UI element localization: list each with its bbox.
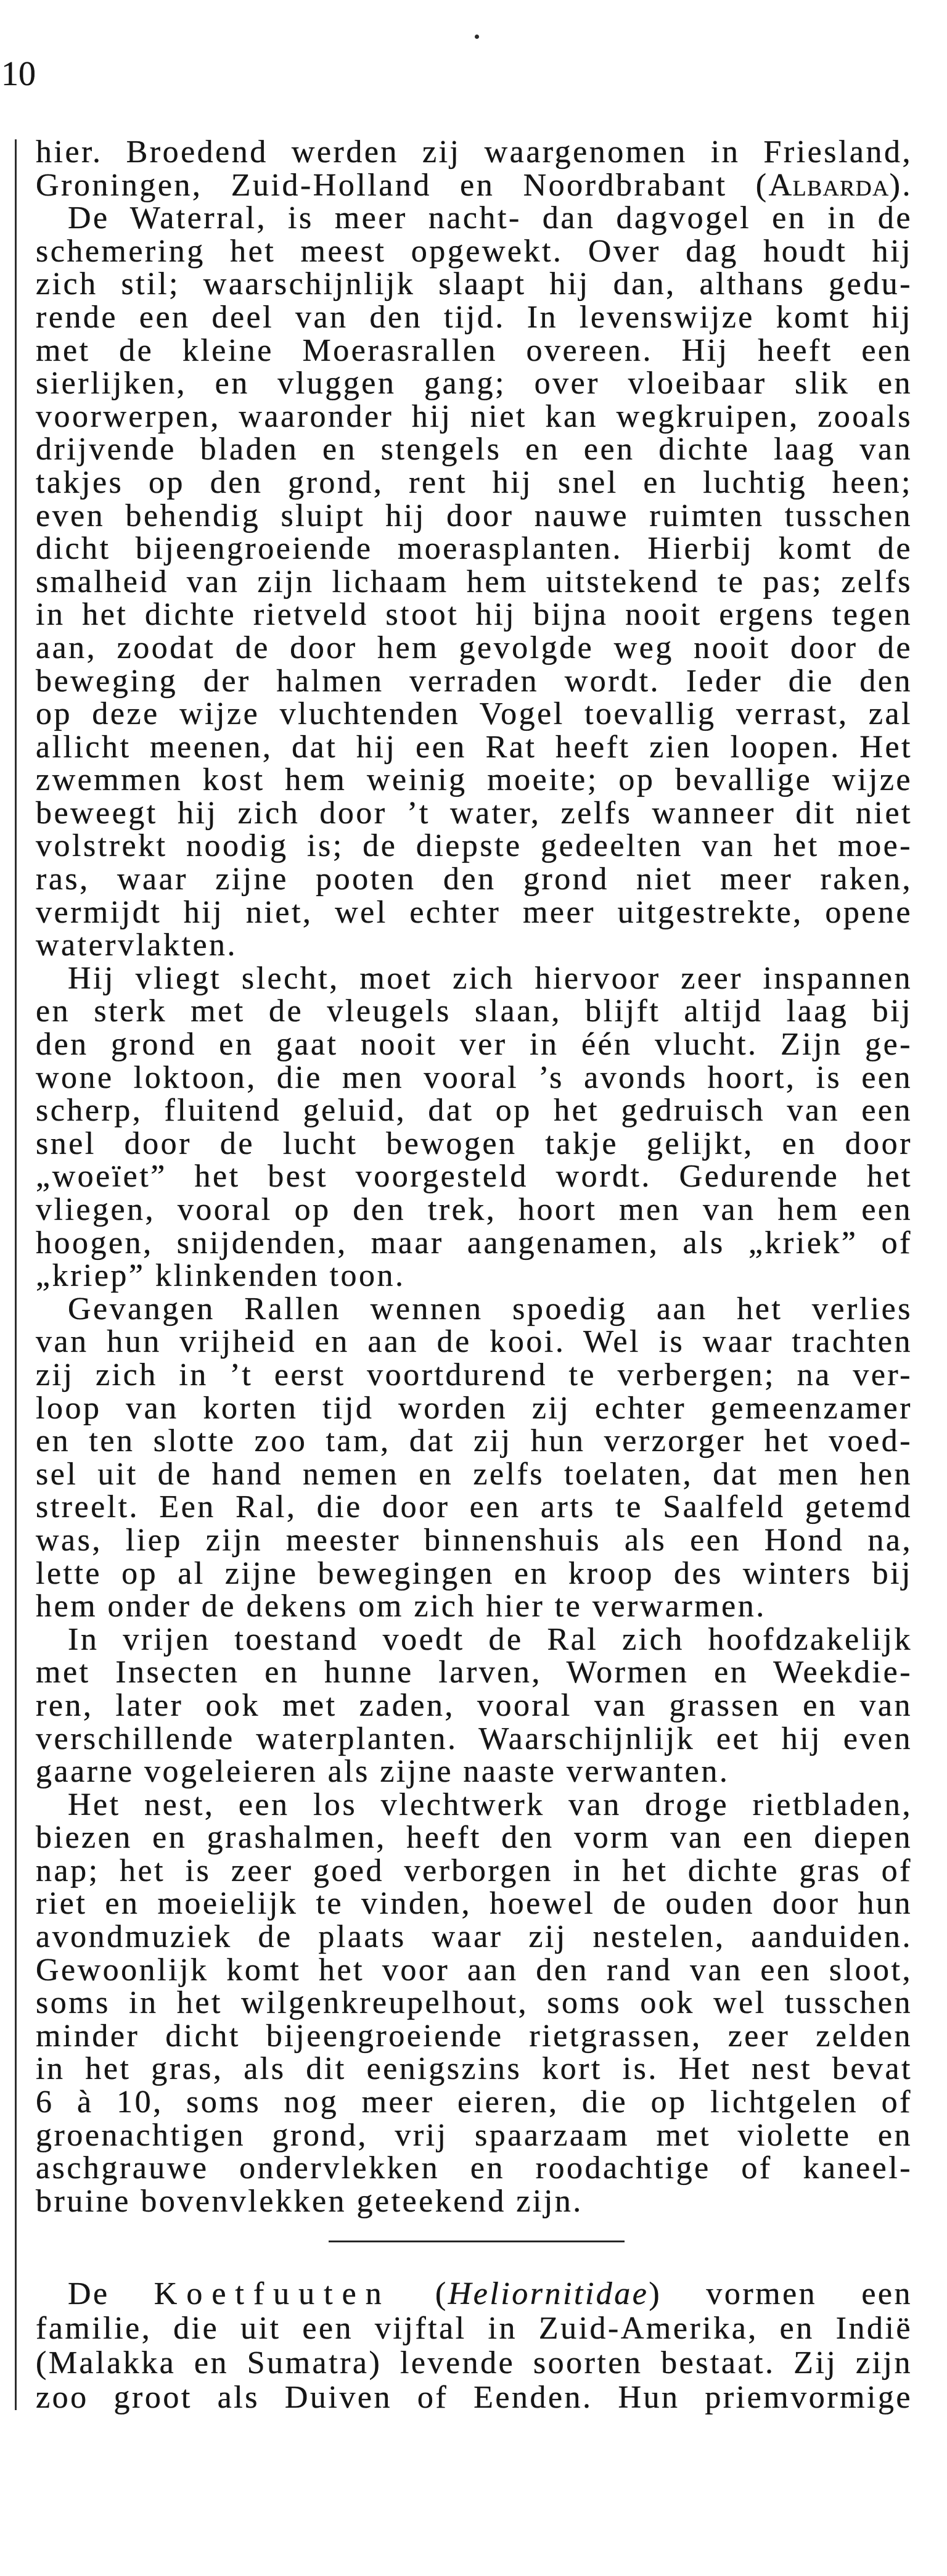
paragraph	[36, 1623, 912, 1788]
text-line: dicht bijeengroeiende moerasplanten. Hierbij komt de	[36, 531, 912, 567]
text-run: ).	[889, 167, 912, 203]
text-line: soms in het wilgenkreupelhout, soms ook wel tusschen	[36, 1985, 912, 2021]
text-line: „kriep” klinkenden toon.	[36, 1258, 406, 1294]
text-line: in het gras, als dit eenigszins kort is. Het nest bevat	[36, 2051, 912, 2087]
text-line: Gevangen Rallen wennen spoedig aan het verlies	[68, 1291, 912, 1327]
paragraph	[36, 962, 912, 1293]
text-line: zoo groot als Duiven of Eenden. Hun priemvormige	[36, 2380, 912, 2415]
text-line: gaarne vogeleieren als zijne naaste verwanten.	[36, 1754, 730, 1790]
paragraph	[36, 136, 912, 202]
text-line: en sterk met de vleugels slaan, blijft altijd laag bij	[36, 994, 912, 1029]
text-run: De	[68, 2276, 154, 2311]
scan-speck	[475, 35, 479, 39]
section-koetfuuten	[36, 2277, 912, 2415]
text-line: biezen en grashalmen, heeft den vorm van een diepen	[36, 1820, 912, 1856]
text-line: verschillende waterplanten. Waarschijnlijk eet hij even	[36, 1721, 912, 1756]
text-line: drijvende bladen en stengels en een dichte laag van	[36, 432, 912, 467]
paragraph	[36, 1788, 912, 2218]
text-line: rende een deel van den tijd. In levenswijze komt hij	[36, 299, 912, 335]
text-line: met Insecten en hunne larven, Wormen en Weekdie-	[36, 1655, 912, 1690]
text-line: watervlakten.	[36, 928, 238, 963]
text-line	[36, 169, 912, 202]
text-line: In vrijen toestand voedt de Ral zich hoofdzakelijk	[68, 1621, 912, 1657]
text-line: vliegen, vooral op den trek, hoort men van hem een	[36, 1192, 912, 1227]
text-line: even behendig sluipt hij door nauwe ruimten tusschen	[36, 498, 912, 533]
text-line: Het nest, een los vlechtwerk van droge rietbladen,	[68, 1787, 912, 1822]
text-line: Gewoonlijk komt het voor aan den rand van een sloot,	[36, 1952, 912, 1988]
text-line: in het dichte rietveld stoot hij bijna nooit ergens tegen	[36, 597, 912, 633]
text-line: zwemmen kost hem weinig moeite; op bevallige wijze	[36, 762, 912, 798]
text-line: nap; het is zeer goed verborgen in het dichte gras of	[36, 1853, 912, 1888]
text-line: De Waterral, is meer nacht- dan dagvogel en in de	[68, 200, 912, 236]
text-line: wone loktoon, die men vooral ’s avonds hoort, is een	[36, 1060, 912, 1095]
text-line: sierlijken, en vluggen gang; over vloeibaar slik en	[36, 366, 912, 401]
text-run: (	[390, 2276, 448, 2311]
scientific-name: Heliornitidae	[448, 2276, 649, 2311]
text-line: aan, zoodat de door hem gevolgde weg nooit door de	[36, 630, 912, 665]
text-line: ras, waar zijne pooten den grond niet meer raken,	[36, 862, 912, 897]
text-line: lette op al zijne bewegingen en kroop des winters bij	[36, 1555, 912, 1591]
text-line: 6 à 10, soms nog meer eieren, die op lichtgelen of	[36, 2084, 912, 2120]
text-line: snel door de lucht bewogen takje gelijkt, en door	[36, 1125, 912, 1161]
text-line: streelt. Een Ral, die door een arts te Saalfeld getemd	[36, 1489, 912, 1525]
text-line: avondmuziek de plaats waar zij nestelen, aanduiden.	[36, 1919, 912, 1955]
text-line: ren, later ook met zaden, vooral van grassen en van	[36, 1687, 912, 1723]
text-line: familie, die uit een vijftal in Zuid-Amerika, en Indië	[36, 2311, 912, 2346]
text-line: takjes op den grond, rent hij snel en luchtig heen;	[36, 464, 912, 500]
paragraph	[36, 2277, 912, 2415]
section-waterral	[36, 136, 912, 2218]
text-line: loop van korten tijd worden zij echter gemeenzamer	[36, 1390, 912, 1426]
text-run: Groningen, Zuid-Holland en Noordbrabant (	[36, 167, 769, 203]
text-line: den grond en gaat nooit ver in één vlucht. Zijn ge-	[36, 1027, 912, 1063]
text-line: scherp, fluitend geluid, dat op het gedruisch van een	[36, 1093, 912, 1129]
text-line: was, liep zijn meester binnenshuis als een Hond na,	[36, 1522, 912, 1558]
text-line: beweging der halmen verraden wordt. Ieder die den	[36, 663, 912, 699]
text-line: groenachtigen grond, vrij spaarzaam met violette en	[36, 2117, 912, 2153]
text-line: hem onder de dekens om zich hier te verwarmen.	[36, 1589, 766, 1624]
text-line: voorwerpen, waaronder hij niet kan wegkruipen, zooals	[36, 398, 912, 434]
page-number: 10	[1, 55, 36, 93]
text-line: „woeïet” het best voorgesteld wordt. Gedurende het	[36, 1159, 912, 1195]
author-citation: Albarda	[768, 167, 890, 203]
text-line: hier. Broedend werden zij waargenomen in Friesland,	[36, 134, 912, 170]
text-line: allicht meenen, dat hij een Rat heeft zien loopen. Het	[36, 729, 912, 765]
text-line: met de kleine Moerasrallen overeen. Hij heeft een	[36, 332, 912, 368]
text-line: schemering het meest opgewekt. Over dag houdt hij	[36, 233, 912, 269]
text-line: (Malakka en Sumatra) levende soorten bestaat. Zij zijn	[36, 2345, 912, 2381]
text-line: hoogen, snijdenden, maar aangenamen, als „kriek” of	[36, 1225, 912, 1261]
spaced-family-name: Koetfuuten	[154, 2276, 391, 2311]
text-line: aschgrauwe ondervlekken en roodachtige of kaneel-	[36, 2150, 912, 2186]
text-line: minder dicht bijeengroeiende rietgrassen, zeer zelden	[36, 2018, 912, 2054]
text-line: van hun vrijheid en aan de kooi. Wel is waar trachten	[36, 1324, 912, 1360]
text-line: Hij vliegt slecht, moet zich hiervoor zeer inspannen	[68, 960, 912, 996]
text-line: beweegt hij zich door ’t water, zelfs wanneer dit niet	[36, 795, 912, 831]
text-line: sel uit de hand nemen en zelfs toelaten, dat men hen	[36, 1456, 912, 1492]
text-line: smalheid van zijn lichaam hem uitstekend te pas; zelfs	[36, 564, 912, 599]
paragraph	[36, 202, 912, 962]
text-run: ) vormen een	[649, 2276, 912, 2311]
text-line: en ten slotte zoo tam, dat zij hun verzorger het voed-	[36, 1423, 912, 1459]
section-divider	[329, 2241, 625, 2242]
text-line: zich stil; waarschijnlijk slaapt hij dan, althans gedu-	[36, 266, 912, 302]
paragraph	[36, 1293, 912, 1623]
text-line: volstrekt noodig is; de diepste gedeelten van het moe-	[36, 828, 912, 864]
text-line: vermijdt hij niet, wel echter meer uitgestrekte, opene	[36, 894, 912, 930]
text-line: bruine bovenvlekken geteekend zijn.	[36, 2183, 583, 2219]
text-line: zij zich in ’t eerst voortdurend te verbergen; na ver-	[36, 1357, 912, 1393]
text-line: riet en moeielijk te vinden, hoewel de ouden door hun	[36, 1886, 912, 1922]
text-line: op deze wijze vluchtenden Vogel toevallig verrast, zal	[36, 696, 912, 732]
margin-line	[15, 139, 17, 2410]
text-line	[36, 2277, 912, 2311]
